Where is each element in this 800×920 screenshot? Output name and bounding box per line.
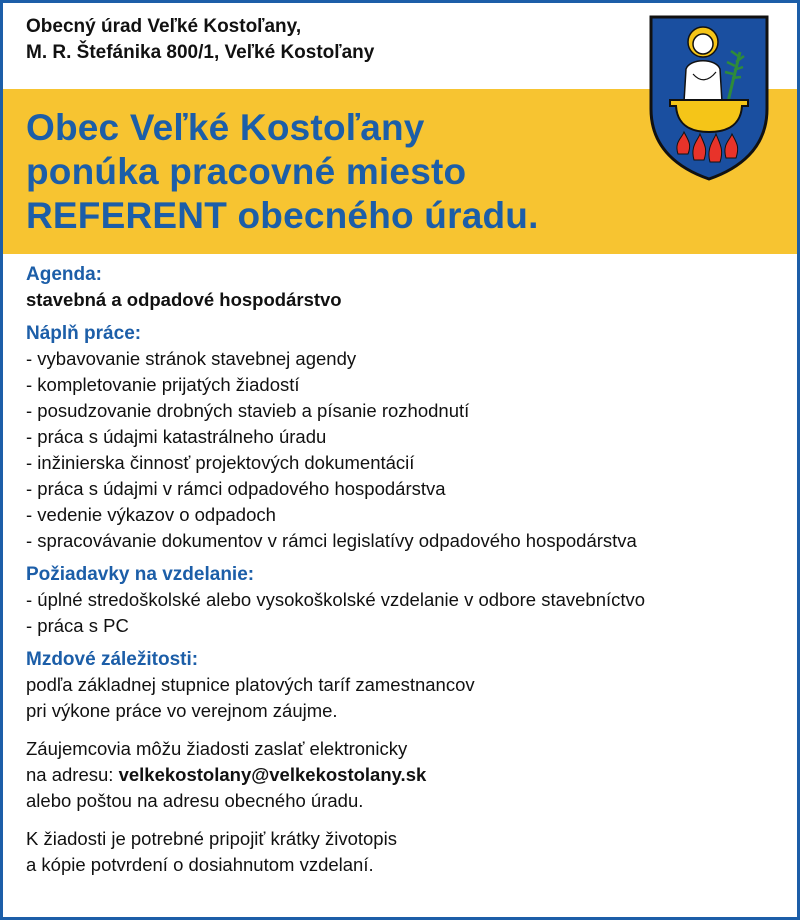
office-address [26,14,374,66]
duty-item: - spracovávanie dokumentov v rámci legislatívy odpadového hospodárstva [26,530,637,551]
agenda-heading: Agenda: [26,264,102,285]
duty-item: - vybavovanie stránok stavebnej agendy [26,348,357,369]
salary-text-1: podľa základnej stupnice platových taríf zamestnancov [26,674,475,695]
education-item: - úplné stredoškolské alebo vysokoškolské vzdelanie v odbore stavebníctvo [26,589,646,610]
apply-text-1: Záujemcovia môžu žiadosti zaslať elektronicky [26,738,408,759]
salary-heading: Mzdové záležitosti: [26,649,199,670]
apply-prefix: na adresu: [26,764,119,785]
agenda-value: stavebná a odpadové hospodárstvo [26,289,342,310]
title-line-1: Obec Veľké Kostoľany [26,107,425,148]
office-street: M. R. Štefánika 800/1, Veľké Kostoľany [26,42,375,63]
duty-item: - inžinierska činnosť projektových dokumentácií [26,452,415,473]
duty-item: - posudzovanie drobných stavieb a písanie rozhodnutí [26,400,470,421]
page-title [26,106,539,238]
title-line-3: REFERENT obecného úradu. [26,195,539,236]
attach-text-1: K žiadosti je potrebné pripojiť krátky životopis [26,828,397,849]
duty-item: - práca s údajmi katastrálneho úradu [26,426,327,447]
apply-address-line [26,762,786,788]
attach-text-2: a kópie potvrdení o dosiahnutom vzdelaní. [26,854,374,875]
education-item: - práca s PC [26,615,129,636]
apply-text-3: alebo poštou na adresu obecného úradu. [26,790,364,811]
education-heading: Požiadavky na vzdelanie: [26,564,255,585]
contact-email[interactable]: velkekostolany@velkekostolany.sk [118,764,427,785]
duty-item: - práca s údajmi v rámci odpadového hospodárstva [26,478,446,499]
salary-text-2: pri výkone práce vo verejnom záujme. [26,700,338,721]
job-description [26,262,786,878]
duty-item: - kompletovanie prijatých žiadostí [26,374,300,395]
title-line-2: ponúka pracovné miesto [26,151,467,192]
office-name: Obecný úrad Veľké Kostoľany, [26,16,302,37]
duties-heading: Náplň práce: [26,323,142,344]
duty-item: - vedenie výkazov o odpadoch [26,504,276,525]
coat-of-arms-icon [648,14,770,182]
